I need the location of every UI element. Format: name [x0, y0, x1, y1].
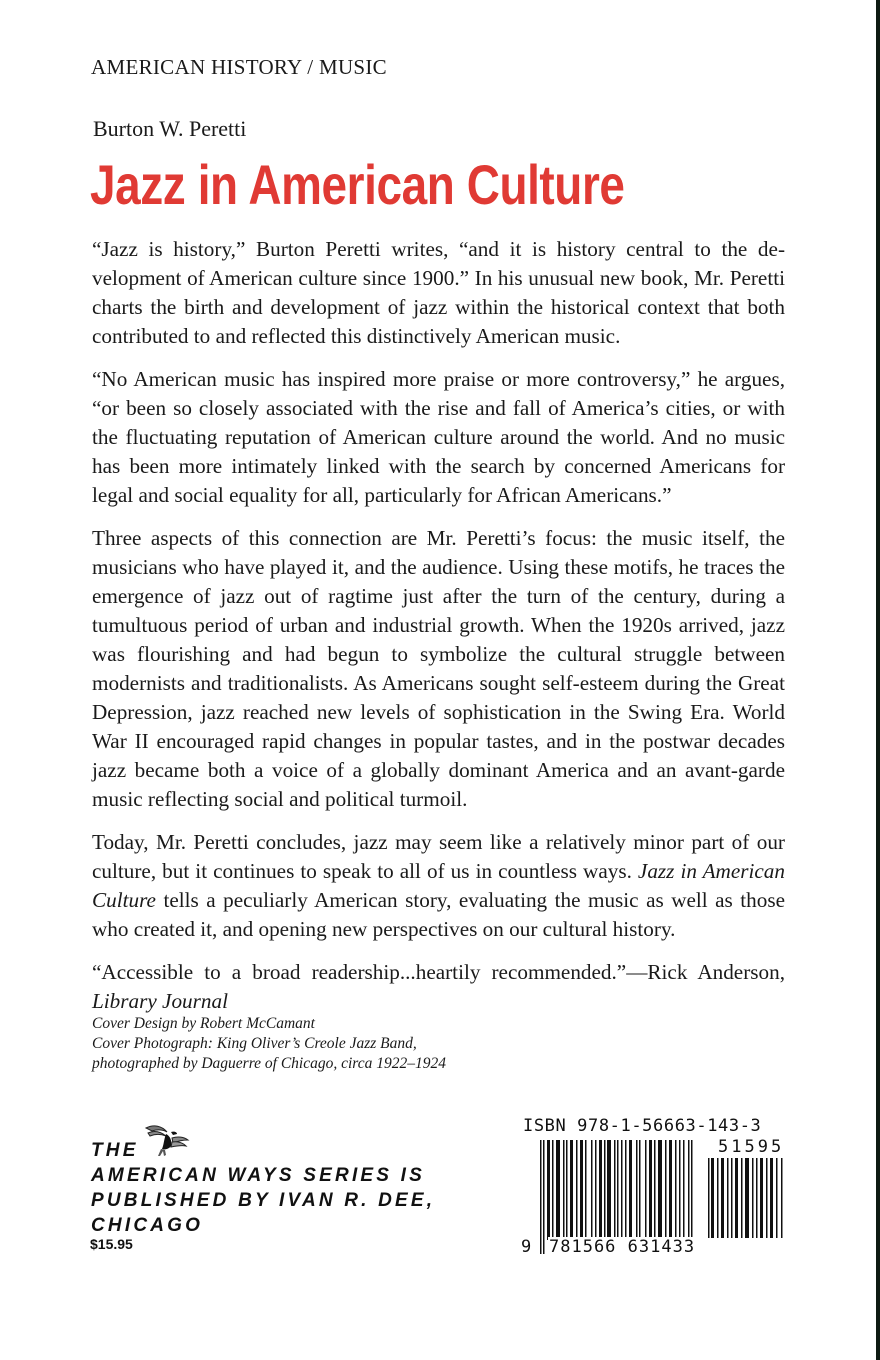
paragraph-4-text-b: tells a peculiarly American story, evaluating the music as well as those who created it, and opening new perspectives on our cultural history. [92, 888, 785, 941]
series-line-4: CHICAGO [91, 1215, 204, 1236]
isbn-label: ISBN 978-1-56663-143-3 [523, 1116, 762, 1136]
barcode-first-digit: 9 [521, 1237, 532, 1257]
review-blurb [92, 958, 785, 1016]
series-line-2: AMERICAN WAYS SERIES IS [91, 1165, 426, 1186]
page-edge [876, 0, 880, 1360]
category-label: AMERICAN HISTORY / MUSIC [91, 55, 387, 79]
series-line-1: THE [91, 1140, 139, 1161]
series-line-3: PUBLISHED BY IVAN R. DEE, [91, 1190, 436, 1211]
description-paragraph-2: “No American music has inspired more praise or more controversy,” he argues, “or been so closely associated with the rise and fall of America’s cities, or with the fluctuating reputation of American culture around the world. And no music has been more intimately linked with the search by concerned Americans for legal and social equality for all, particularly for African Americans.” [92, 367, 785, 507]
price-code-barcode [708, 1158, 784, 1238]
photographer-credit: photographed by Daguerre of Chicago, circa 1922–1924 [92, 1055, 447, 1072]
book-title-inline: Jazz in American Culture [92, 859, 785, 912]
barcode-digits: 781566 631433 [549, 1237, 696, 1257]
description-paragraph-3: Three aspects of this connection are Mr. Peretti’s focus: the music itself, the musicians who have played it, and the audience. Using these motifs, he traces the emergence of jazz out of ragtime just after the turn of the century, during a tumultuous period of urban and industrial growth. When the 1920s arrived, jazz was flourishing and had begun to symbolize the cultural struggle between modernists and traditionalists. As Americans sought self-esteem during the Great Depression, jazz reached new levels of sophistication in the Swing Era. World War II encouraged rapid changes in popular tastes, and in the postwar decades jazz became both a voice of a globally dominant America and an avant-garde music reflecting social and political turmoil. [92, 526, 785, 811]
author-name: Burton W. Peretti [93, 116, 247, 141]
paragraph-4-text-a: Today, Mr. Peretti concludes, jazz may seem like a relatively minor part of our culture, but it continues to speak to all of us in countless ways. [92, 830, 785, 883]
cover-credits [92, 1014, 446, 1074]
book-title: Jazz in American Culture [90, 153, 625, 216]
price-code-digits: 51595 [718, 1137, 785, 1157]
cover-design-credit: Cover Design by Robert McCamant [92, 1015, 315, 1032]
review-quote: “Accessible to a broad readership...heartily recommended.”—Rick Anderson, [92, 960, 785, 984]
description-paragraph-1: “Jazz is history,” Burton Peretti writes, “and it is history central to the development of American culture since 1900.” In his unusual new book, Mr. Peretti charts the birth and development of jazz within the historical context that both contributed to and reflected this distinctively American music. [92, 237, 785, 348]
series-statement [91, 1138, 435, 1238]
price: $15.95 [90, 1236, 133, 1252]
description [92, 235, 785, 1030]
review-source: Library Journal [92, 989, 228, 1013]
cover-photo-credit: Cover Photograph: King Oliver’s Creole Jazz Band, [92, 1035, 417, 1052]
isbn-barcode [521, 1140, 696, 1257]
description-paragraph-4 [92, 828, 785, 944]
